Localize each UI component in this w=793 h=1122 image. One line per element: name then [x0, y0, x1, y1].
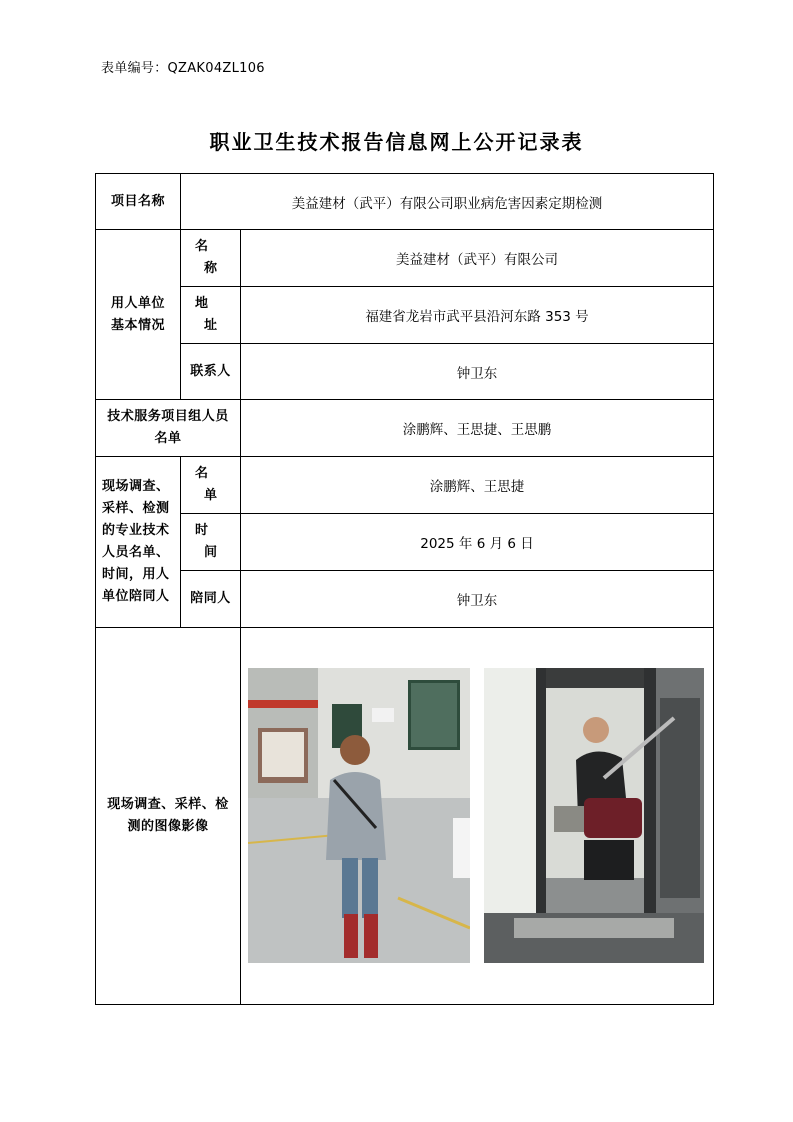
employer-section-label: 用人单位基本情况: [96, 230, 181, 400]
project-name-value: 美益建材（武平）有限公司职业病危害因素定期检测: [181, 174, 714, 230]
form-code: 表单编号：QZAK04ZL106: [101, 61, 265, 76]
onsite-names-label: 名单: [181, 457, 241, 514]
row-onsite-escort: [96, 571, 714, 628]
record-table: [95, 173, 714, 1005]
employer-address-value: 福建省龙岩市武平县沿河东路 353 号: [241, 287, 714, 344]
onsite-time-label: 时间: [181, 514, 241, 571]
onsite-worker-photo: [248, 668, 470, 963]
images-cell: [241, 628, 714, 1005]
row-employer-address: [96, 287, 714, 344]
onsite-section-label: 现场调查、采样、检测的专业技术人员名单、时间，用人单位陪同人: [96, 457, 181, 628]
project-name-label: 项目名称: [96, 174, 181, 230]
onsite-time-value: 2025 年 6 月 6 日: [241, 514, 714, 571]
row-employer-name: [96, 230, 714, 287]
employer-contact-label: 联系人: [181, 344, 241, 400]
onsite-names-value: 涂鹏辉、王思捷: [241, 457, 714, 514]
row-onsite-names: [96, 457, 714, 514]
row-images: [96, 628, 714, 1005]
images-label: 现场调查、采样、检测的图像影像: [96, 628, 241, 1005]
employer-name-value: 美益建材（武平）有限公司: [241, 230, 714, 287]
onsite-escort-label: 陪同人: [181, 571, 241, 628]
row-employer-contact: [96, 344, 714, 400]
onsite-escort-value: 钟卫东: [241, 571, 714, 628]
team-label: 技术服务项目组人员名单: [96, 400, 241, 457]
employer-address-label: 地址: [181, 287, 241, 344]
document-title: 职业卫生技术报告信息网上公开记录表: [209, 130, 584, 154]
team-value: 涂鹏辉、王思捷、王思鹏: [241, 400, 714, 457]
employer-contact-value: 钟卫东: [241, 344, 714, 400]
row-project-name: [96, 174, 714, 230]
employer-name-label: 名称: [181, 230, 241, 287]
row-onsite-time: [96, 514, 714, 571]
forklift-cab-photo: [484, 668, 704, 963]
row-team: [96, 400, 714, 457]
